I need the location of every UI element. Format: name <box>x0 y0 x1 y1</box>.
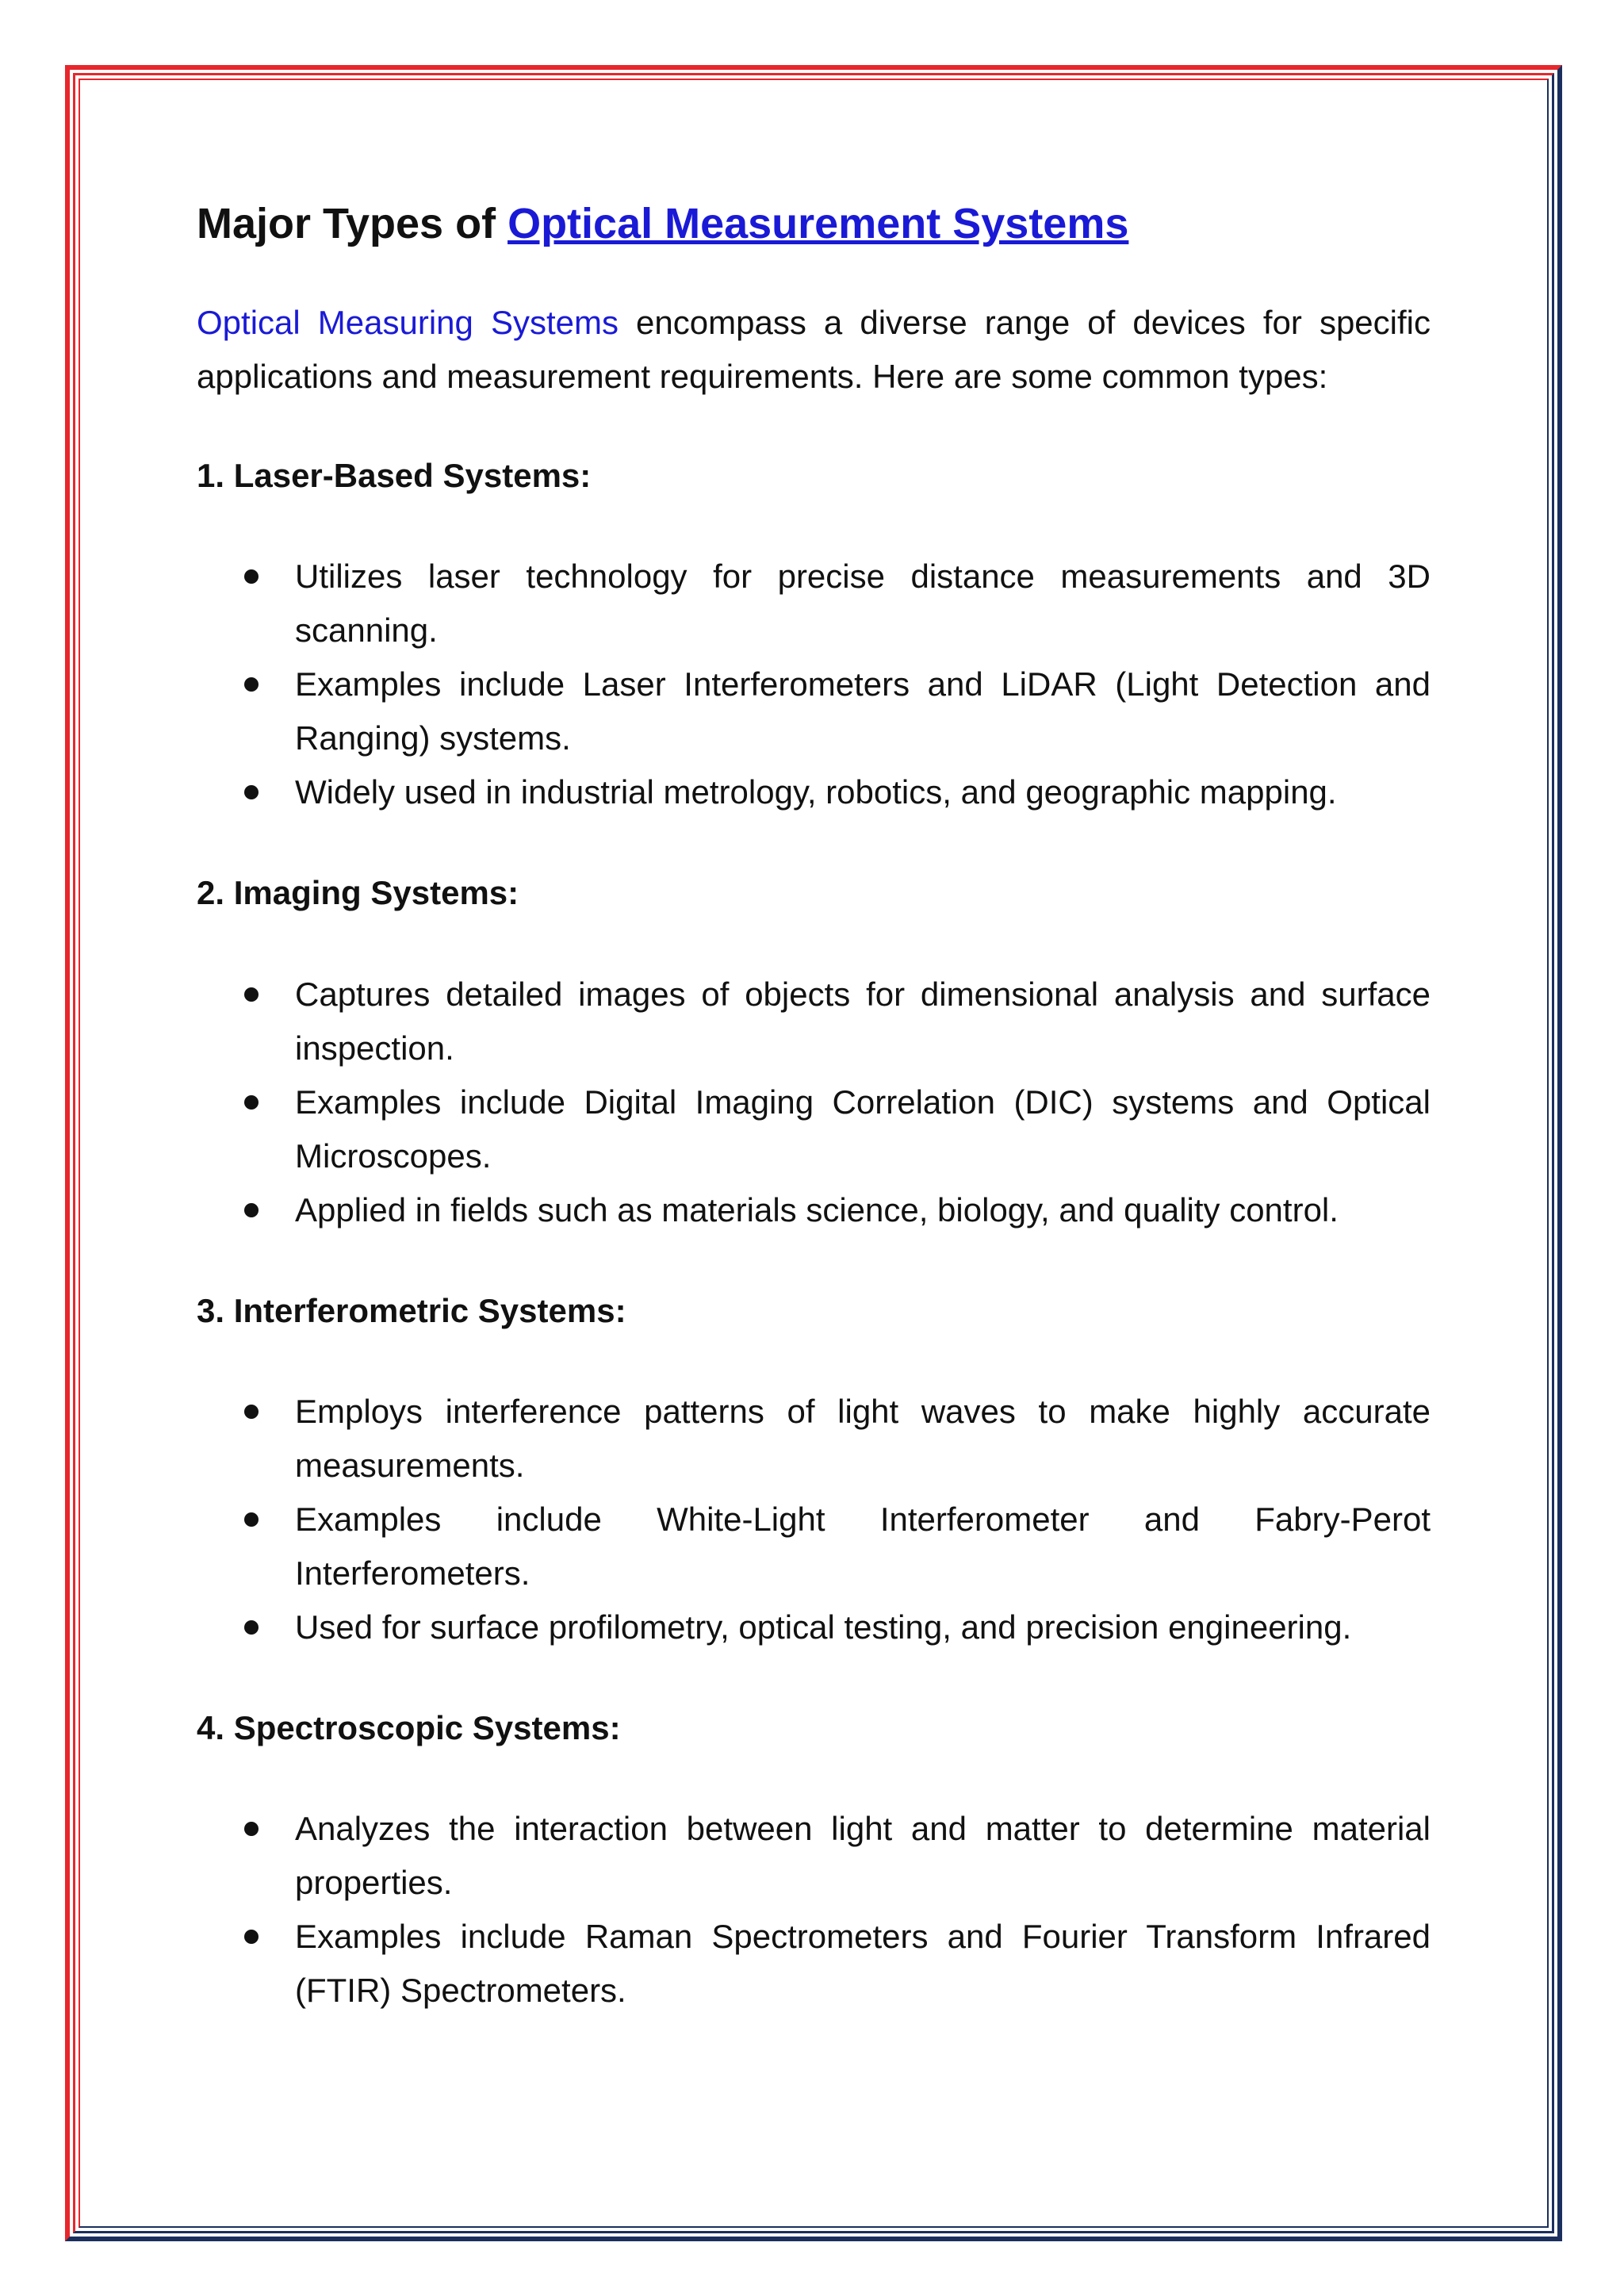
list-item <box>197 1802 1431 1910</box>
list-item <box>197 1385 1431 1493</box>
document-body <box>197 198 1431 2072</box>
section-heading-spectroscopic: 4. Spectroscopic Systems: <box>197 1708 621 1746</box>
section-heading-imaging: 2. Imaging Systems: <box>197 874 519 912</box>
intro-link[interactable]: Optical Measuring Systems <box>197 303 619 341</box>
list-item <box>197 1075 1431 1183</box>
section-list-interferometric <box>197 1385 1431 1654</box>
section-list-laser <box>197 550 1431 819</box>
bullet-icon <box>244 1512 259 1527</box>
bullet-icon <box>244 1095 259 1110</box>
list-item <box>197 550 1431 657</box>
bullet-icon <box>244 1930 259 1944</box>
list-item-text: Utilizes laser technology for precise distance measurements and 3D scanning. <box>295 558 1431 650</box>
list-item <box>197 765 1431 819</box>
list-item <box>197 1183 1431 1237</box>
list-item <box>197 1910 1431 2018</box>
page-title <box>197 198 1431 250</box>
section-heading-laser: 1. Laser-Based Systems: <box>197 456 592 494</box>
list-item-text: Examples include Raman Spectrometers and Fourier Transform Infrared (FTIR) Spectrometers. <box>295 1918 1431 2010</box>
list-item <box>197 968 1431 1075</box>
list-item-text: Analyzes the interaction between light and matter to determine material properties. <box>295 1810 1431 1902</box>
list-item <box>197 1493 1431 1600</box>
list-item-text: Examples include Digital Imaging Correlation (DIC) systems and Optical Microscopes. <box>295 1083 1431 1175</box>
title-link[interactable]: Optical Measurement Systems <box>508 200 1129 247</box>
intro-text: encompass a diverse range of devices for specific applications and measurement requirements. Here are some common types: <box>197 303 1431 395</box>
bullet-icon <box>244 987 259 1002</box>
section-heading-interferometric: 3. Interferometric Systems: <box>197 1291 626 1329</box>
bullet-icon <box>244 1620 259 1635</box>
bullet-icon <box>244 785 259 799</box>
bullet-icon <box>244 569 259 584</box>
list-item-text: Captures detailed images of objects for dimensional analysis and surface inspection. <box>295 975 1431 1067</box>
bullet-icon <box>244 1822 259 1836</box>
list-item-text: Applied in fields such as materials science, biology, and quality control. <box>295 1190 1339 1228</box>
list-item-text: Employs interference patterns of light waves to make highly accurate measurements. <box>295 1392 1431 1484</box>
bullet-icon <box>244 1203 259 1217</box>
bullet-icon <box>244 1405 259 1419</box>
list-item-text: Used for surface profilometry, optical testing, and precision engineering. <box>295 1608 1352 1646</box>
intro-paragraph <box>197 296 1431 404</box>
list-item-text: Examples include White-Light Interferometer and Fabry-Perot Interferometers. <box>295 1500 1431 1592</box>
list-item <box>197 1600 1431 1654</box>
bullet-icon <box>244 677 259 692</box>
list-item <box>197 657 1431 765</box>
section-list-spectroscopic <box>197 1802 1431 2018</box>
list-item-text: Examples include Laser Interferometers and LiDAR (Light Detection and Ranging) systems. <box>295 665 1431 757</box>
section-list-imaging <box>197 968 1431 1237</box>
list-item-text: Widely used in industrial metrology, robotics, and geographic mapping. <box>295 773 1337 811</box>
page-title-prefix: Major Types of <box>197 200 508 247</box>
